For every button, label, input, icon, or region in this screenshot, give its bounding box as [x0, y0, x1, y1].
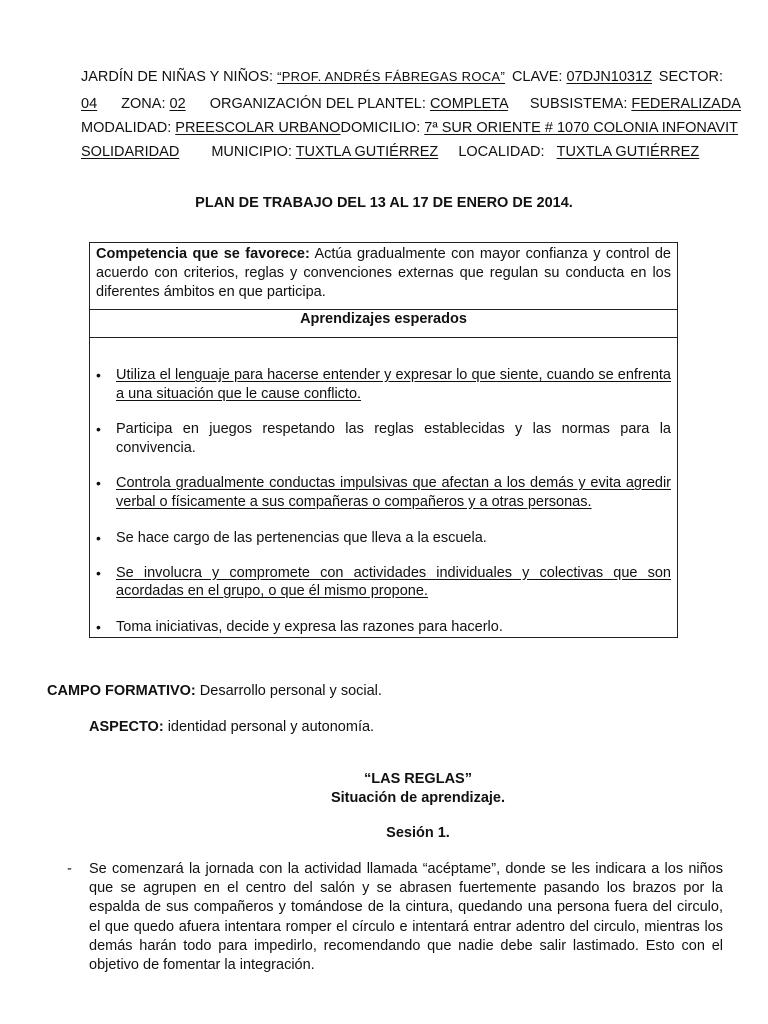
- list-item: [96, 618, 671, 637]
- clave-label: CLAVE:: [511, 69, 563, 85]
- zona-value: 02: [169, 96, 186, 112]
- list-item: [96, 420, 671, 457]
- competencia-label: Competencia que se favorece:: [96, 246, 310, 262]
- domicilio-value-cont: SOLIDARIDAD: [81, 144, 180, 160]
- sesion-paragraph: Se comenzará la jornada con la actividad llamada “acéptame”, donde se les indicara a los niños que se agrupen en el centro del salón y se abrasen fuertemente pasando los brazos por la espalda de sus compañeros y tomándose de la cintura, quedando una persona fuera del circulo, el que quedo afuera intentara romper el círculo e intentará entrar adentro del circulo, mientras los demás harán todo para impedirlo, recomendando que nadie debe salir lastimado. Esto con el objetivo de fomentar la integración.: [89, 861, 723, 974]
- localidad-label: LOCALIDAD:: [458, 144, 545, 160]
- modalidad-value: PREESCOLAR URBANO: [175, 120, 341, 136]
- aprendizajes-heading: Aprendizajes esperados: [90, 310, 678, 338]
- aspecto-label: ASPECTO:: [89, 719, 164, 735]
- clave-value: 07DJN1031Z: [566, 69, 652, 85]
- localidad-value: TUXTLA GUTIÉRREZ: [556, 144, 700, 160]
- subsistema-value: FEDERALIZADA: [631, 96, 741, 112]
- list-item-text: Toma iniciativas, decide y expresa las razones para hacerlo.: [116, 618, 503, 635]
- jardin-field: [81, 67, 505, 87]
- list-item: [96, 474, 671, 511]
- organizacion-value: COMPLETA: [429, 96, 508, 112]
- modalidad-field: [81, 118, 340, 138]
- list-item-text: Se hace cargo de las pertenencias que lleva a la escuela.: [116, 530, 487, 546]
- list-item-text: Controla gradualmente conductas impulsivas que afectan a los demás y evita agredir verbal o físicamente a sus compañeras o compañeros y a otras personas.: [116, 475, 671, 510]
- list-item-text: Participa en juegos respetando las reglas establecidas y las normas para la convivencia.: [116, 421, 671, 456]
- situacion-subtitle: Situación de aprendizaje.: [330, 790, 506, 806]
- plan-title: PLAN DE TRABAJO DEL 13 AL 17 DE ENERO DE 2014.: [195, 195, 573, 211]
- organizacion-label: ORGANIZACIÓN DEL PLANTEL:: [209, 96, 426, 112]
- dash-marker: -: [67, 861, 72, 877]
- competencia-row: [90, 243, 678, 310]
- competencia-table: [89, 242, 678, 638]
- campo-formativo: [47, 681, 382, 701]
- aspecto-value: identidad personal y autonomía.: [167, 719, 375, 735]
- municipio-label: MUNICIPIO:: [211, 144, 292, 160]
- aprendizajes-list-cell: [90, 338, 678, 638]
- jardin-value: “PROF. ANDRÉS FÁBREGAS ROCA”: [277, 69, 506, 84]
- header-line-4: [81, 142, 723, 162]
- jardin-label: JARDÍN DE NIÑAS Y NIÑOS:: [81, 69, 274, 85]
- list-item-text: Utiliza el lenguaje para hacerse entender y expresar lo que siente, cuando se enfrenta a una situación que le cause conflicto.: [116, 367, 671, 402]
- header-line-3: [81, 118, 738, 138]
- aprendizajes-list: [96, 366, 671, 636]
- situacion-heading: [0, 770, 768, 808]
- domicilio-value: 7ª SUR ORIENTE # 1070 COLONIA INFONAVIT: [424, 120, 738, 136]
- domicilio-label: DOMICILIO:: [340, 120, 421, 136]
- header-line-1: [81, 67, 723, 87]
- competencia-text: Actúa gradualmente con mayor confianza y control de acuerdo con criterios, reglas y convenciones externas que regulan su conducta en los diferentes ámbitos en que participa.: [96, 246, 671, 300]
- list-item: [96, 529, 671, 548]
- domicilio-field: [340, 118, 738, 138]
- aspecto: [89, 717, 374, 737]
- clave-field: [512, 67, 652, 87]
- competencia-cell: [90, 243, 678, 310]
- sector-value: 04: [81, 96, 98, 112]
- modalidad-label: MODALIDAD:: [81, 120, 172, 136]
- list-item: [96, 564, 671, 601]
- zona-label: ZONA:: [121, 96, 166, 112]
- aprendizajes-list-row: [90, 338, 678, 638]
- campo-label: CAMPO FORMATIVO:: [47, 683, 196, 699]
- campo-value: Desarrollo personal y social.: [199, 683, 382, 699]
- aprendizajes-heading-row: [90, 310, 678, 338]
- sector-label: SECTOR:: [658, 69, 723, 85]
- list-item: [96, 366, 671, 403]
- municipio-value: TUXTLA GUTIÉRREZ: [295, 144, 439, 160]
- list-item-text: Se involucra y compromete con actividades individuales y colectivas que son acordadas en el grupo, o que él mismo propone.: [116, 564, 671, 599]
- subsistema-label: SUBSISTEMA:: [529, 96, 628, 112]
- situacion-title: “LAS REGLAS”: [364, 771, 472, 787]
- header-line-2: [81, 94, 741, 114]
- sesion-title: Sesión 1.: [386, 825, 450, 841]
